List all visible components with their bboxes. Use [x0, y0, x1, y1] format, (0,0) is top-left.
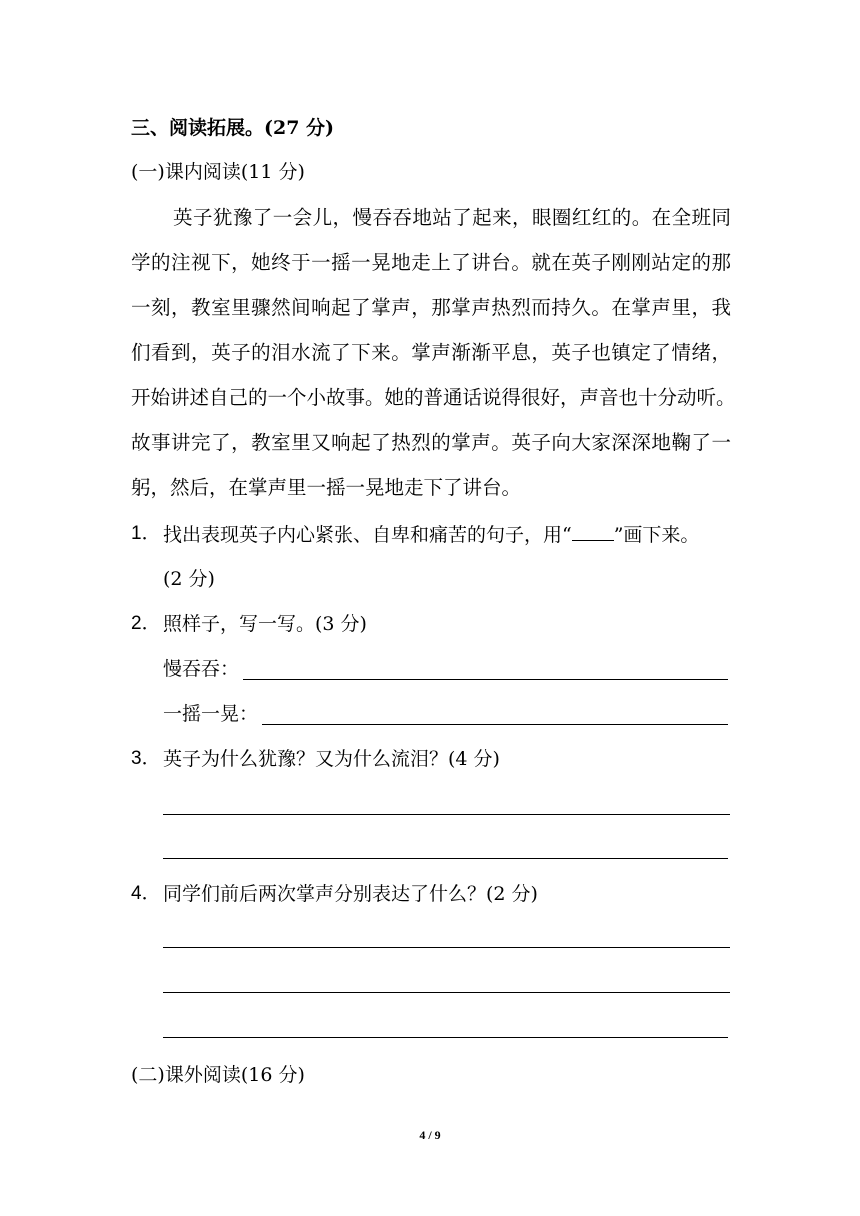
question-text: 英子为什么犹豫？又为什么流泪？(4 分) [163, 748, 500, 770]
answer-line[interactable] [163, 947, 730, 948]
answer-line[interactable] [243, 679, 728, 680]
passage-line: 一刻，教室里骤然间响起了掌声，那掌声热烈而持久。在掌声里，我 [131, 296, 731, 319]
question-1 [131, 522, 699, 547]
question-text: 同学们前后两次掌声分别表达了什么？(2 分) [163, 883, 538, 905]
passage-line: 开始讲述自己的一个小故事。她的普通话说得很好，声音也十分动听。 [131, 386, 736, 409]
underline-sample [572, 522, 614, 541]
answer-line[interactable] [163, 1037, 728, 1038]
question-number: 3． [131, 748, 161, 769]
question-text-part: 找出表现英子内心紧张、自卑和痛苦的句子，用“ [163, 524, 572, 546]
section-title: 三、阅读拓展。(27 分) [131, 117, 335, 139]
question-number: 4． [131, 883, 161, 904]
question-text: 照样子，写一写。(3 分) [163, 613, 367, 635]
part1-heading: (一)课内阅读(11 分) [131, 161, 305, 183]
passage-line: 故事讲完了，教室里又响起了热烈的掌声。英子向大家深深地鞠了一 [131, 431, 731, 454]
answer-line[interactable] [262, 724, 728, 725]
page-number: 4 / 9 [419, 1128, 441, 1142]
answer-line[interactable] [163, 814, 730, 815]
passage-line: 英子犹豫了一会儿，慢吞吞地站了起来，眼圈红红的。在全班同 [173, 206, 731, 229]
q2-item2-label: 一摇一晃： [163, 703, 259, 725]
question-4 [131, 882, 538, 906]
question-text-part: ”画下来。 [613, 524, 700, 546]
passage-line: 们看到，英子的泪水流了下来。掌声渐渐平息，英子也镇定了情绪， [131, 341, 731, 364]
question-3 [131, 747, 500, 771]
answer-line[interactable] [163, 992, 730, 993]
part2-heading: (二)课外阅读(16 分) [131, 1064, 305, 1086]
question-1-score: (2 分) [163, 568, 215, 590]
question-2 [131, 612, 367, 636]
answer-line[interactable] [163, 858, 728, 859]
question-number: 1． [131, 523, 161, 544]
passage-line: 躬，然后，在掌声里一摇一晃地走下了讲台。 [131, 476, 522, 499]
question-text [163, 522, 699, 547]
question-number: 2． [131, 613, 161, 634]
passage-line: 学的注视下，她终于一摇一晃地走上了讲台。就在英子刚刚站定的那 [131, 251, 731, 274]
q2-item1-label: 慢吞吞： [163, 658, 240, 680]
